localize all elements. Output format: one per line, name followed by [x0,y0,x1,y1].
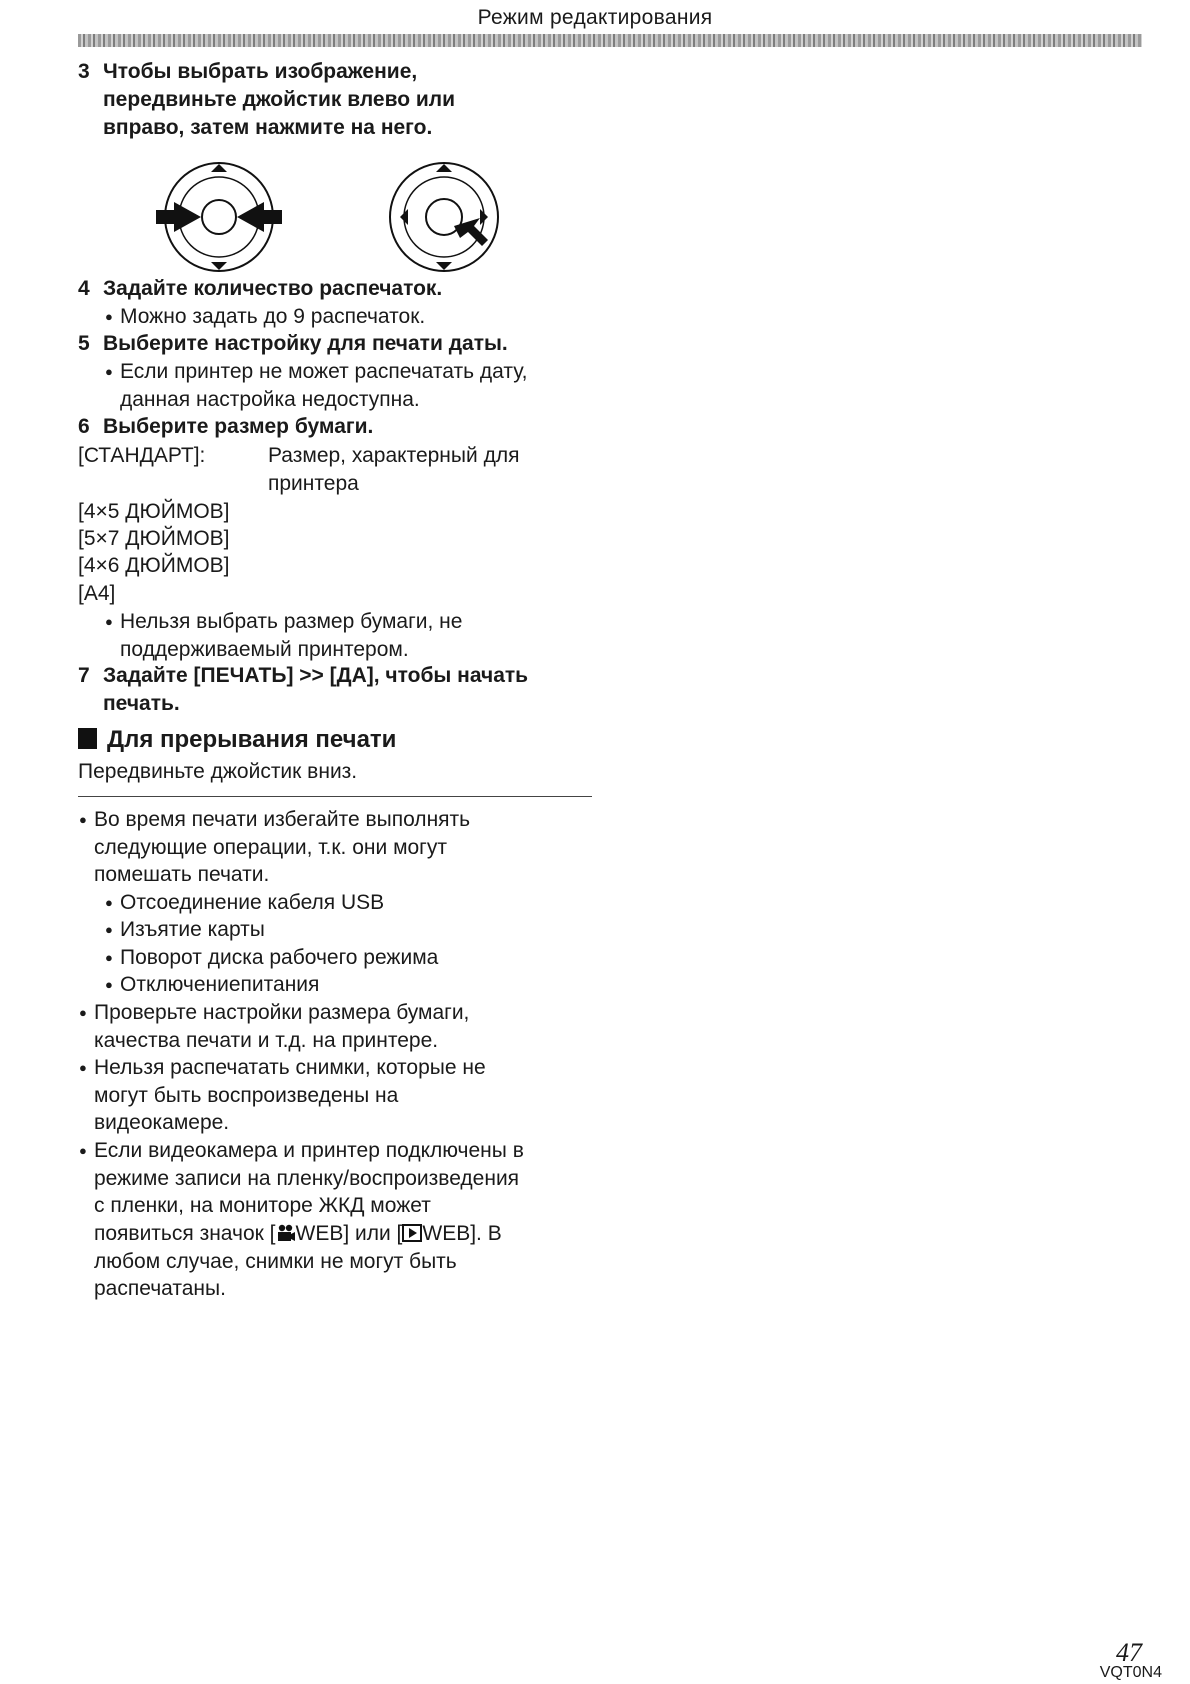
step-number: 6 [78,415,90,438]
step-number: 5 [78,332,90,355]
size-standard-label: [СТАНДАРТ]: [78,444,206,467]
joystick-left-right-icon [154,160,284,274]
note-3-cont: видеокамере. [94,1111,230,1134]
section-heading [78,724,396,756]
section-square-icon [78,728,97,749]
step-text: Задайте [ПЕЧАТЬ] >> [ДА], чтобы начать печать. [103,664,529,715]
camera-mode-icon [276,1224,296,1242]
note-2-cont: качества печати и т.д. на принтере. [94,1029,439,1052]
note-2: ● Проверьте настройки размера бумаги, [94,999,469,1027]
note-4-text: WEB]. В [422,1222,502,1245]
step-5-note: ● Если принтер не может распечатать дату, [120,358,527,386]
playback-mode-icon [402,1224,422,1242]
note-4-cont: режиме записи на пленку/воспроизведения [94,1167,520,1190]
step-6-note-cont: поддерживаемый принтером. [120,638,409,661]
size-option: [A4] [78,582,116,605]
sub-note: ● Отсоединение кабеля USB [120,889,384,917]
section-text: Передвиньте джойстик вниз. [78,760,358,783]
note-1-cont: следующие операции, т.к. они могут [94,836,447,859]
note-4-cont: распечатаны. [94,1277,226,1300]
note-4-text: появиться значок [ [94,1222,276,1245]
section-title: Для прерывания печати [107,726,397,753]
note-4: ● Если видеокамера и принтер подключены в [94,1137,524,1165]
note-4-icon-line [94,1220,502,1248]
note-4-cont: любом случае, снимки не могут быть [94,1250,457,1273]
note-1: ● Во время печати избегайте выполнять [94,806,470,834]
step-text: Выберите настройку для печати даты. [103,332,508,355]
note-4-cont: с пленки, на мониторе ЖКД может [94,1194,431,1217]
joystick-press-icon [386,160,502,274]
size-standard-desc: Размер, характерный для [268,444,520,467]
size-option: [5×7 ДЮЙМОВ] [78,527,230,550]
divider [78,796,592,797]
page-header-title: Режим редактирования [477,6,713,29]
size-option: [4×6 ДЮЙМОВ] [78,554,230,577]
step-6-note: ● Нельзя выбрать размер бумаги, не [120,608,462,636]
step-5-note-cont: данная настройка недоступна. [120,388,420,411]
note-1-cont: помешать печати. [94,863,270,886]
page-number: 47 [1116,1638,1142,1667]
step-4-note: ● Можно задать до 9 распечаток. [120,303,425,331]
note-3-cont: могут быть воспроизведены на [94,1084,399,1107]
header-rule [78,34,1142,47]
step-number: 7 [78,664,90,687]
step-text: Чтобы выбрать изображение, передвиньте джойстик влево или вправо, затем нажмите на него. [103,60,456,139]
step-number: 4 [78,277,90,300]
step-number: 3 [78,60,90,83]
sub-note: ● Отключениепитания [120,971,319,999]
size-option: [4×5 ДЮЙМОВ] [78,500,230,523]
sub-note: ● Поворот диска рабочего режима [120,944,438,972]
note-3: ● Нельзя распечатать снимки, которые не [94,1054,486,1082]
step-text: Выберите размер бумаги. [103,415,374,438]
size-standard-desc-cont: принтера [268,472,359,495]
note-4-text: WEB] или [ [295,1222,403,1245]
sub-note: ● Изъятие карты [120,916,265,944]
step-text: Задайте количество распечаток. [103,277,443,300]
document-code: VQT0N4 [1099,1664,1162,1681]
